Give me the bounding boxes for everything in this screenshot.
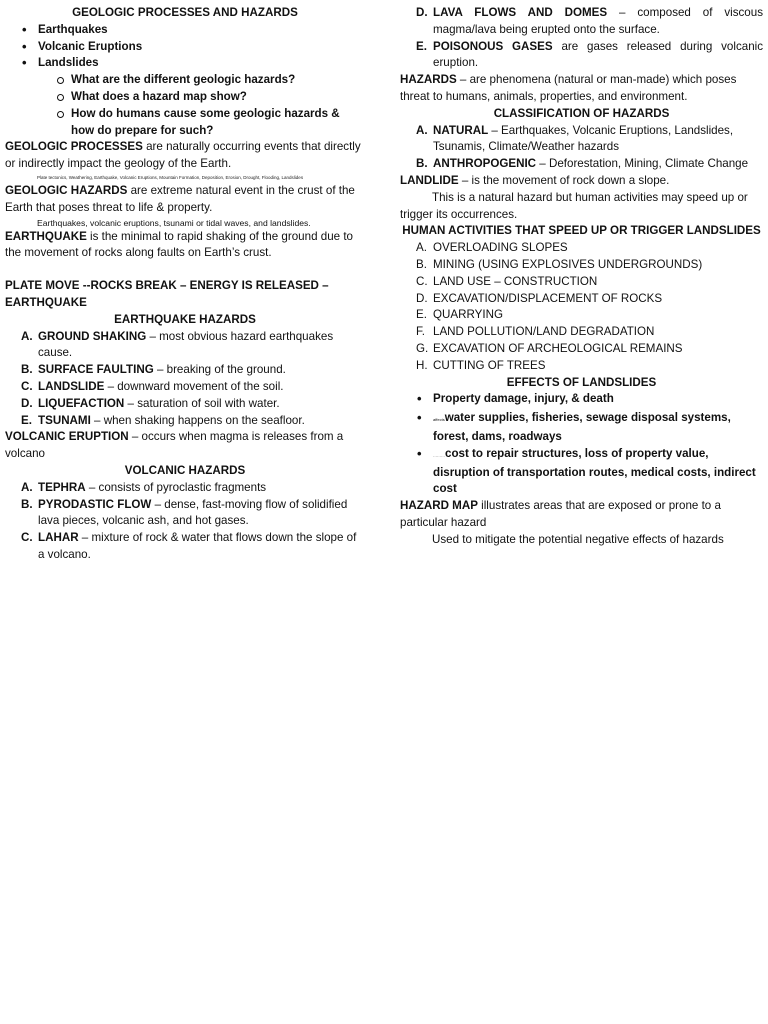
list-item: C. LAHAR – mixture of rock & water that flows down the slope of a volcano. xyxy=(21,531,357,561)
hazard-map-note: Used to mitigate the potential negative effects of hazards xyxy=(432,532,724,546)
list-item: A. TEPHRA – consists of pyroclastic fragments xyxy=(21,480,267,494)
section-heading: EARTHQUAKE HAZARDS xyxy=(114,312,256,326)
list-item: A. GROUND SHAKING – most obvious hazard earthquakes cause. xyxy=(21,329,334,360)
section-heading: HUMAN ACTIVITIES THAT SPEED UP OR TRIGGER LANDSLIDES xyxy=(402,224,761,238)
list-item: C. LANDSLIDE – downward movement of the soil. xyxy=(21,379,284,393)
list-item: B. ANTHROPOGENIC – Deforestation, Mining, Climate Change xyxy=(416,157,749,171)
list-item: A. OVERLOADING SLOPES xyxy=(416,241,568,255)
earthquake-hazards-list xyxy=(5,329,365,430)
geologic-hazards-definition: GEOLOGIC HAZARDS are extreme natural event in the crust of the Earth that poses threat to life & property. xyxy=(5,183,355,214)
hazards-definition: HAZARDS – are phenomena (natural or man-made) which poses threat to humans, animals, properties, and environment. xyxy=(400,73,737,103)
list-item: How do humans cause some geologic hazards & how do prepare for such? xyxy=(5,106,365,140)
list-item: A. NATURAL – Earthquakes, Volcanic Eruptions, Landslides, Tsunamis, Climate/Weather hazards xyxy=(416,123,734,154)
classification-list xyxy=(400,123,763,173)
page-title: GEOLOGIC PROCESSES AND HAZARDS xyxy=(72,6,298,19)
list-item: D. LIQUEFACTION – saturation of soil with water. xyxy=(21,396,280,410)
list-item: What are the different geologic hazards? xyxy=(5,72,365,89)
list-item: E. POISONOUS GASES are gases released during volcanic eruption. xyxy=(416,39,764,70)
plate-move-line: PLATE MOVE --ROCKS BREAK – ENERGY IS RELEASED – EARTHQUAKE xyxy=(5,279,329,309)
list-item: B. PYRODASTIC FLOW – dense, fast-moving flow of solidified lava pieces, volcanic ash, and hot gases. xyxy=(21,497,348,528)
list-item: C. LAND USE – CONSTRUCTION xyxy=(416,274,598,288)
list-item: What does a hazard map show? xyxy=(5,89,365,106)
list-item: E. TSUNAMI – when shaking happens on the seafloor. xyxy=(21,413,305,427)
list-item: • Property damage, injury, & death xyxy=(400,391,763,410)
list-item: • affectswater supplies, fisheries, sewage disposal systems, forest, dams, roadways xyxy=(400,410,763,446)
section-heading: VOLCANIC HAZARDS xyxy=(124,463,246,477)
list-item: B. SURFACE FAULTING – breaking of the ground. xyxy=(21,363,286,377)
list-item: B. MINING (USING EXPLOSIVES UNDERGROUNDS) xyxy=(416,257,703,271)
landslide-note: This is a natural hazard but human activities may speed up or trigger its occurrences. xyxy=(400,190,748,221)
landslide-definition: LANDLIDE – is the movement of rock down a slope. xyxy=(400,173,670,187)
list-item: • Volcanic Eruptions xyxy=(5,39,365,56)
list-item: E. QUARRYING xyxy=(416,308,504,322)
left-column xyxy=(5,5,365,564)
section-heading: EFFECTS OF LANDSLIDES xyxy=(506,375,657,389)
right-column xyxy=(400,5,763,549)
question-list xyxy=(5,72,365,139)
effects-list xyxy=(400,391,763,498)
list-item: H. CUTTING OF TREES xyxy=(416,358,546,372)
volcanic-hazards-list-continued xyxy=(400,5,763,72)
list-item: F. LAND POLLUTION/LAND DEGRADATION xyxy=(416,325,655,339)
earthquake-definition: EARTHQUAKE is the minimal to rapid shaking of the ground due to the movement of rocks along faults on Earth’s crust. xyxy=(5,229,353,260)
section-heading: CLASSIFICATION OF HAZARDS xyxy=(493,106,670,120)
list-item: • ………cost to repair structures, loss of property value, disruption of transportation routes, medical costs, indirect cost xyxy=(400,446,763,498)
list-item: • Earthquakes xyxy=(5,22,365,39)
human-activities-list xyxy=(400,240,763,374)
list-item: • Landslides xyxy=(5,55,365,72)
processes-list: Plate tectonics, Weathering, Earthquake, Volcanic Eruptions, Mountain Formation, Deposition, Erosion, Drought, Flooding, Landslides xyxy=(37,174,304,180)
list-item: D. EXCAVATION/DISPLACEMENT OF ROCKS xyxy=(416,291,663,305)
volcanic-eruption-definition: VOLCANIC ERUPTION – occurs when magma is releases from a volcano xyxy=(5,430,344,461)
hazard-map-definition: HAZARD MAP illustrates areas that are exposed or prone to a particular hazard xyxy=(400,499,721,529)
geologic-processes-definition: GEOLOGIC PROCESSES are naturally occurring events that directly or indirectly impact the geology of the Earth. xyxy=(5,140,361,171)
list-item: D. LAVA FLOWS AND DOMES – composed of viscous magma/lava being erupted onto the surface. xyxy=(416,6,763,36)
hazards-note: Earthquakes, volcanic eruptions, tsunami or tidal waves, and landslides. xyxy=(37,217,311,228)
topic-list xyxy=(5,22,365,72)
volcanic-hazards-list xyxy=(5,480,365,564)
list-item: G. EXCAVATION OF ARCHEOLOGICAL REMAINS xyxy=(416,341,683,355)
